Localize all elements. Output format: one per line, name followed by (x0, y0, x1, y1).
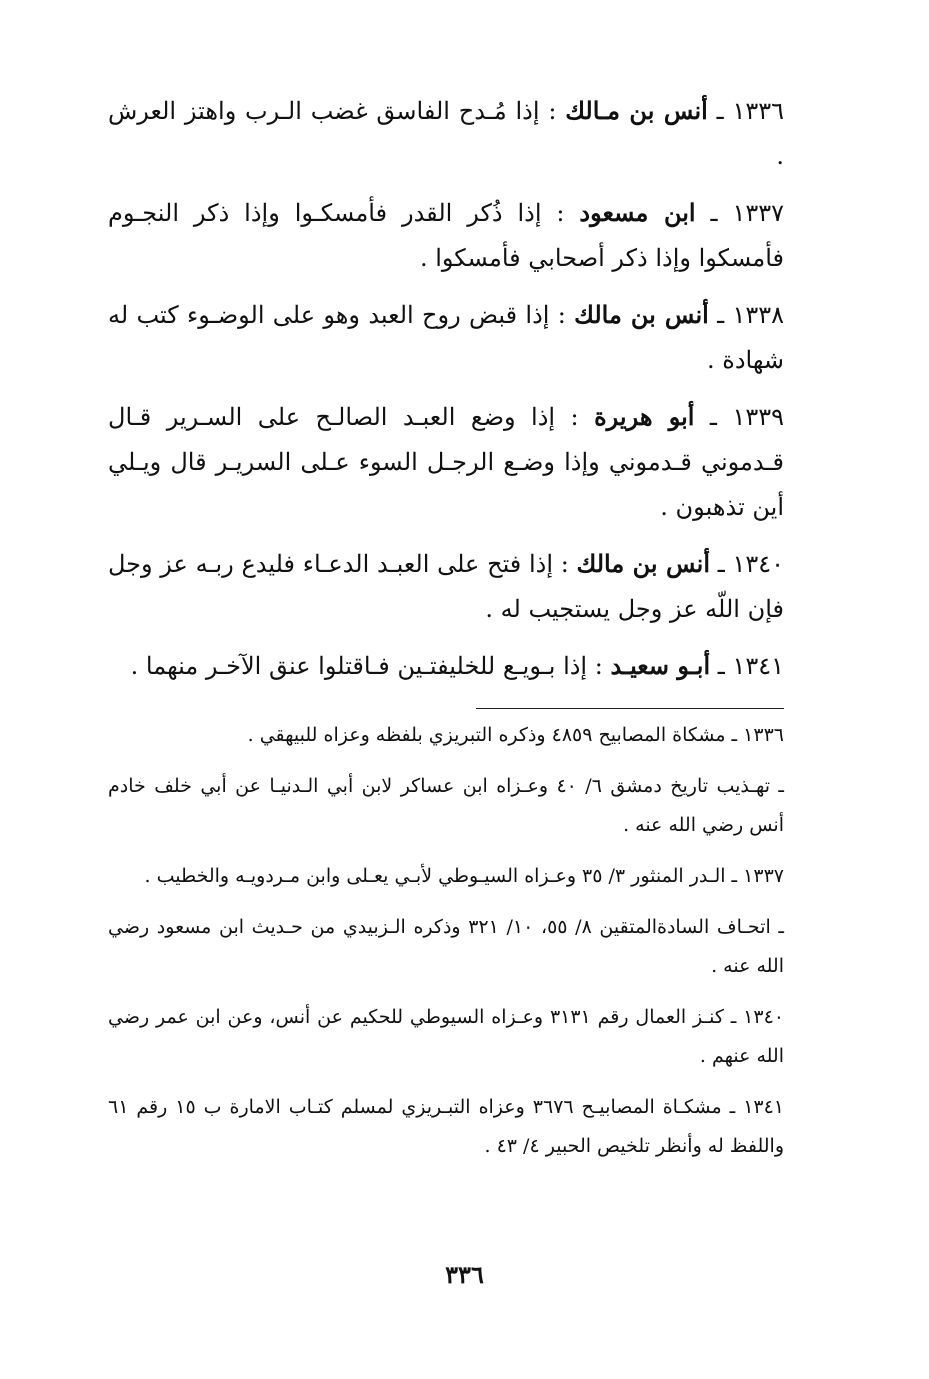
footnote: ١٣٣٧ ـ الـدر المنثور ٣/ ٣٥ وعـزاه السيـوطي لأبـي يعـلى وابن مـردويـه والخطيب . (144, 865, 784, 887)
footnote: ١٣٤١ ـ مشكـاة المصابيـح ٣٦٧٦ وعزاه التبـريزي لمسلم كتـاب الامارة ب ١٥ رقم ٦١ واللفظ له وأنظر تلخيص الحبير ٤/ ٤٣ . (108, 1096, 785, 1157)
footnote: ١٣٤٠ ـ كنـز العمال رقم ٣١٣١ وعـزاه السيوطي للحكيم عن أنس، وعن ابن عمر رضي الله عنهم . (108, 1006, 784, 1067)
hadith-number: ١٣٣٨ (732, 301, 785, 329)
hadith-list (108, 88, 784, 700)
hadith-entry: ١٣٣٨ ـ أنس بن مالك : إذا قبض روح العبد وهو على الوضـوء كتب له شهادة . (108, 300, 785, 374)
hadith-text: إذا وضع العبـد الصالـح على السـرير قـال قـدموني قـدموني وإذا وضـع الرجـل السوء عـلى السريـر قال ويـلي أين تذهبون . (108, 403, 784, 521)
hadith-entry: ١٣٣٩ ـ أبو هريرة : إذا وضع العبـد الصالـح على السـرير قـال قـدموني قـدموني وإذا وضـع الرجـل السوء عـلى السريـر قال ويـلي أين تذهبون . (108, 402, 784, 521)
hadith-text: إذا مُـدح الفاسق غضب الـرب واهتز العرش . (108, 97, 784, 170)
hadith-narrator: أنس بن مالك (576, 549, 710, 578)
hadith-text: إذا بـويـع للخليفتـين فـاقتلوا عنق الآخـر منهما . (130, 652, 588, 680)
footnote: ـ تهـذيب تاريخ دمشق ٦/ ٤٠ وعـزاه ابن عساكر لابن أبي الـدنيـا عن أبي خلف خادم أنس رضي الله عنه . (108, 775, 784, 836)
hadith-text: إذا ذُكر القدر فأمسكـوا وإذا ذكر النجـوم فأمسكوا وإذا ذكر أصحابي فأمسكوا . (108, 199, 784, 272)
hadith-text: إذا فتح على العبـد الدعـاء فليدع ربـه عز وجل فإن اللّه عز وجل يستجيب له . (108, 550, 784, 623)
hadith-narrator: أبـو سعيـد (610, 651, 711, 680)
hadith-entry: ١٣٣٦ ـ أنس بن مـالك : إذا مُـدح الفاسق غضب الـرب واهتز العرش . (108, 96, 785, 170)
hadith-text: إذا قبض روح العبد وهو على الوضـوء كتب له شهادة . (108, 301, 784, 374)
footnote-divider (476, 708, 784, 709)
footnote: ١٣٣٦ ـ مشكاة المصابيح ٤٨٥٩ وذكره التبريزي بلفظه وعزاه للبيهقي . (247, 724, 784, 746)
hadith-narrator: أنس بن مـالك (565, 96, 708, 125)
hadith-narrator: أنس بن مالك (574, 300, 709, 329)
page-number: ٣٣٦ (445, 1260, 484, 1289)
hadith-number: ١٣٤٠ (732, 550, 784, 578)
hadith-entry: ١٣٣٧ ـ ابن مسعود : إذا ذُكر القدر فأمسكـوا وإذا ذكر النجـوم فأمسكوا وإذا ذكر أصحابي فأمسكوا . (108, 198, 784, 272)
hadith-number: ١٣٣٦ (732, 97, 785, 125)
footnote: ـ اتحـاف السادةالمتقين ٨/ ٥٥، ١٠/ ٣٢١ وذكره الـزبيدي من حـديث ابن مسعود رضي الله عنه . (108, 916, 784, 977)
hadith-narrator: ابن مسعود (579, 198, 696, 227)
hadith-number: ١٣٤١ (732, 652, 784, 680)
footnotes (108, 716, 784, 1178)
hadith-number: ١٣٣٧ (732, 199, 784, 227)
hadith-entry: ١٣٤١ ـ أبـو سعيـد : إذا بـويـع للخليفتـين فـاقتلوا عنق الآخـر منهما . (130, 651, 784, 680)
hadith-entry: ١٣٤٠ ـ أنس بن مالك : إذا فتح على العبـد الدعـاء فليدع ربـه عز وجل فإن اللّه عز وجل يستجيب له . (108, 549, 784, 623)
hadith-number: ١٣٣٩ (732, 403, 784, 431)
hadith-narrator: أبو هريرة (594, 402, 695, 431)
